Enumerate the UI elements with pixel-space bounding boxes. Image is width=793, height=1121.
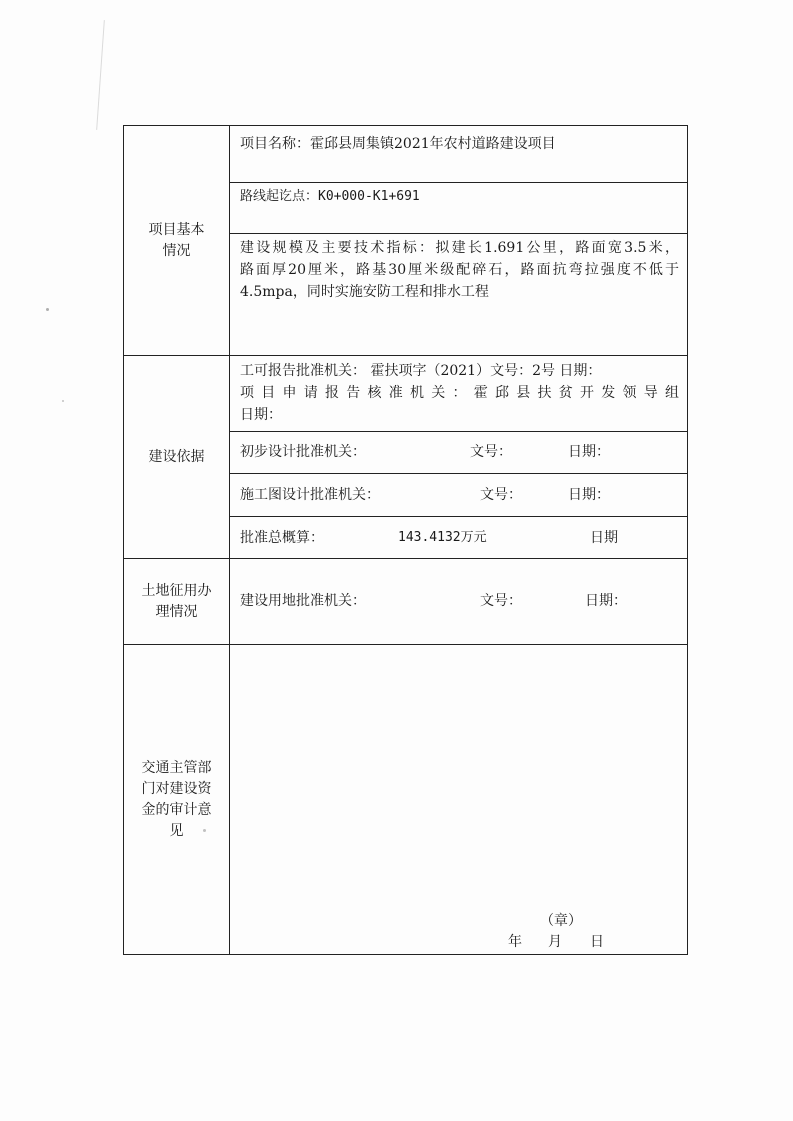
land-row — [124, 559, 688, 645]
project-name-text: 项目名称：霍邱县周集镇2021年农村道路建设项目 — [240, 136, 556, 152]
feasibility-cell — [230, 356, 688, 432]
basic-info-label-line2: 情况 — [162, 242, 191, 259]
feasibility-text-line2: 项目申请报告核准机关：霍邱县扶贫开发领导组 — [240, 385, 679, 401]
date-month-label: 月 — [548, 934, 562, 950]
land-cell — [230, 559, 688, 645]
land-label — [124, 559, 230, 645]
audit-row — [124, 645, 688, 955]
date-year-label: 年 — [508, 934, 522, 950]
budget-label: 批准总概算： — [240, 530, 324, 546]
audit-label-line1: 交通主管部 — [141, 759, 212, 776]
audit-label — [124, 645, 230, 955]
project-form-table — [123, 125, 688, 955]
scan-dot — [46, 308, 49, 311]
construction-date-label: 日期： — [568, 487, 610, 503]
land-label-line1: 土地征用办 — [141, 582, 212, 599]
feasibility-text-line3: 日期： — [240, 407, 282, 423]
seal-text: （章） — [540, 913, 582, 929]
audit-label-line2: 门对建设资 — [141, 780, 212, 797]
budget-cell — [230, 517, 688, 559]
route-text: 路线起讫点：K0+000-K1+691 — [240, 189, 420, 204]
prelim-design-cell — [230, 432, 688, 474]
land-approval-label: 建设用地批准机关： — [240, 593, 366, 609]
land-label-line2: 理情况 — [155, 603, 198, 620]
project-name-cell — [230, 126, 688, 183]
scale-text-line1: 建设规模及主要技术指标：拟建长1.691公里，路面宽3.5米， — [240, 240, 679, 256]
prelim-docno-label: 文号： — [470, 444, 512, 460]
budget-value: 143.4132万元 — [398, 530, 487, 545]
scale-text-line3: 4.5mpa，同时实施安防工程和排水工程 — [240, 284, 489, 300]
project-name-row — [124, 126, 688, 183]
date-day-label: 日 — [590, 934, 604, 950]
basic-info-label — [124, 126, 230, 356]
land-docno-label: 文号： — [480, 593, 522, 609]
land-date-label: 日期： — [585, 593, 627, 609]
feasibility-row — [124, 356, 688, 432]
feasibility-text-line1: 工可报告批准机关： 霍扶项字（2021）文号：2号 日期： — [240, 363, 602, 379]
construction-design-cell — [230, 474, 688, 517]
basic-info-label-line1: 项目基本 — [148, 221, 205, 238]
audit-label-line3: 金的审计意 — [141, 801, 212, 818]
audit-label-line4: 见 — [169, 822, 184, 839]
prelim-approval-label: 初步设计批准机关： — [240, 444, 366, 460]
route-cell — [230, 183, 688, 234]
scale-cell — [230, 234, 688, 356]
construction-docno-label: 文号： — [480, 487, 522, 503]
budget-date-label: 日期 — [590, 530, 618, 546]
scan-line — [96, 20, 105, 130]
scale-text-line2: 路面厚20厘米，路基30厘米级配碎石，路面抗弯拉强度不低于 — [240, 262, 679, 278]
basis-label: 建设依据 — [124, 356, 230, 559]
scan-dot — [62, 400, 64, 402]
construction-approval-label: 施工图设计批准机关： — [240, 487, 380, 503]
prelim-date-label: 日期： — [568, 444, 610, 460]
audit-opinion-cell — [230, 645, 688, 955]
